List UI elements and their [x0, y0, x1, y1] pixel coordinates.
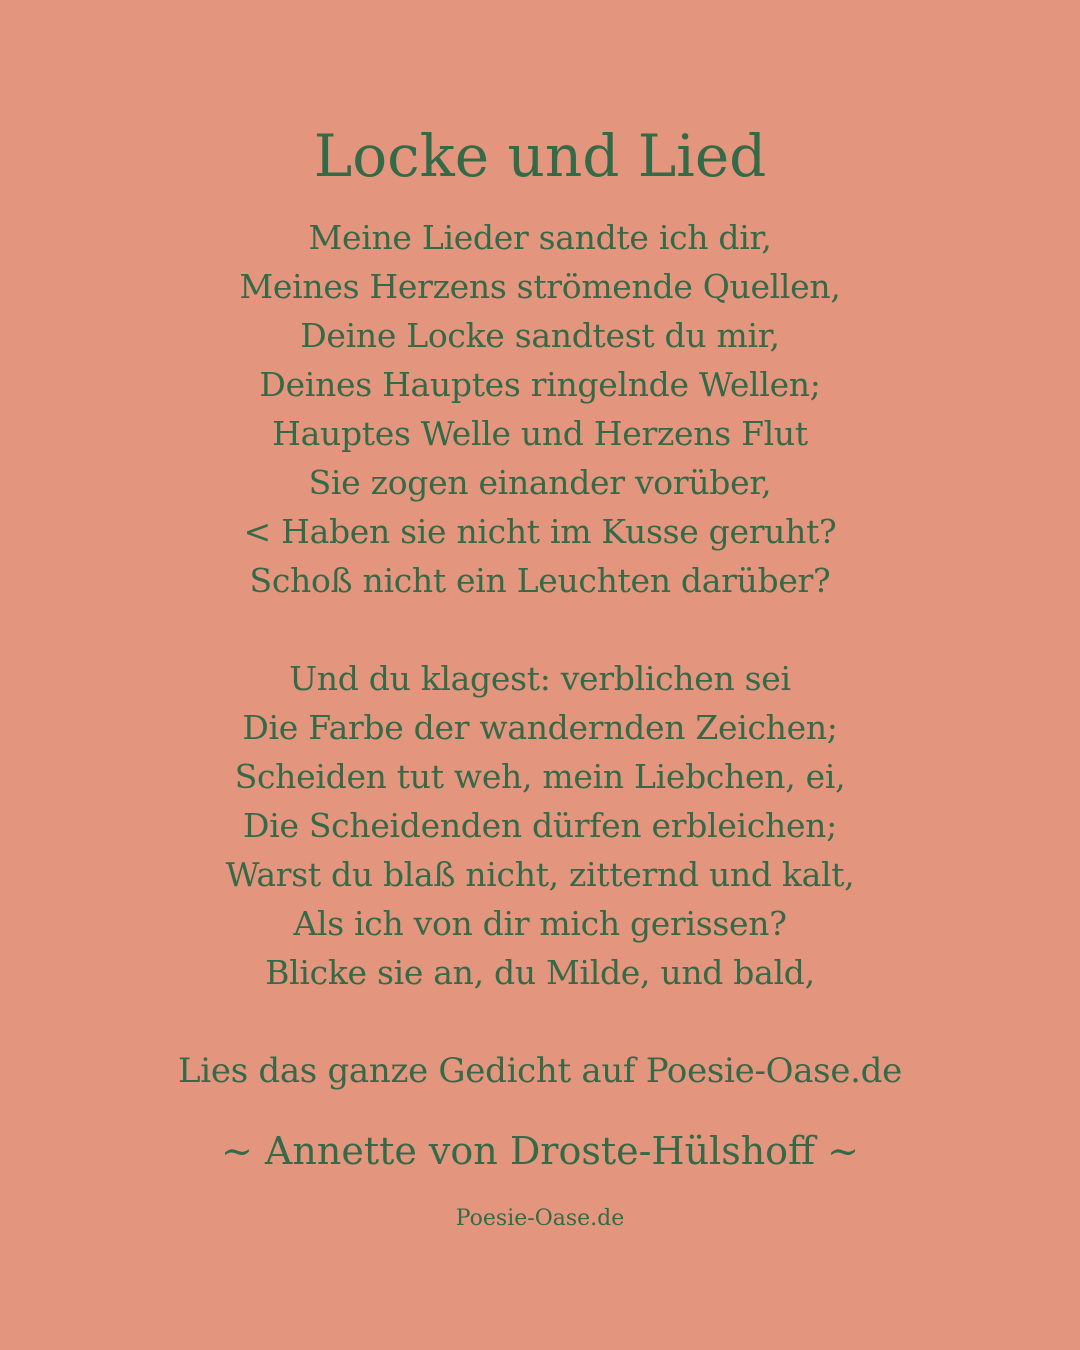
verse-line: Sie zogen einander vorüber,: [308, 463, 772, 502]
read-full-poem-note: Lies das ganze Gedicht auf Poesie-Oase.de: [178, 1051, 902, 1091]
stanza-2: [0, 654, 1080, 997]
verse-line: Schoß nicht ein Leuchten darüber?: [249, 561, 831, 600]
site-watermark: Poesie-Oase.de: [455, 1206, 625, 1231]
verse-line: Meines Herzens strömende Quellen,: [239, 267, 841, 306]
stanza-1: [0, 213, 1080, 605]
verse-line: Deine Locke sandtest du mir,: [300, 316, 780, 355]
verse-line: Hauptes Welle und Herzens Flut: [272, 414, 808, 453]
poem-author: ~ Annette von Droste-Hülshoff ~: [221, 1129, 859, 1173]
verse-line: Warst du blaß nicht, zitternd und kalt,: [225, 855, 855, 894]
verse-line: Meine Lieder sandte ich dir,: [308, 218, 772, 257]
verse-line: Blicke sie an, du Milde, und bald,: [265, 953, 815, 992]
verse-line: Scheiden tut weh, mein Liebchen, ei,: [234, 757, 846, 796]
poem-title: Locke und Lied: [313, 122, 767, 190]
verse-line: Die Farbe der wandernden Zeichen;: [242, 708, 838, 747]
verse-line: Die Scheidenden dürfen erbleichen;: [243, 806, 837, 845]
verse-line: Deines Hauptes ringelnde Wellen;: [259, 365, 821, 404]
verse-line: Als ich von dir mich gerissen?: [293, 904, 787, 943]
verse-line: < Haben sie nicht im Kusse geruht?: [243, 512, 837, 551]
verse-line: Und du klagest: verblichen sei: [289, 659, 791, 698]
